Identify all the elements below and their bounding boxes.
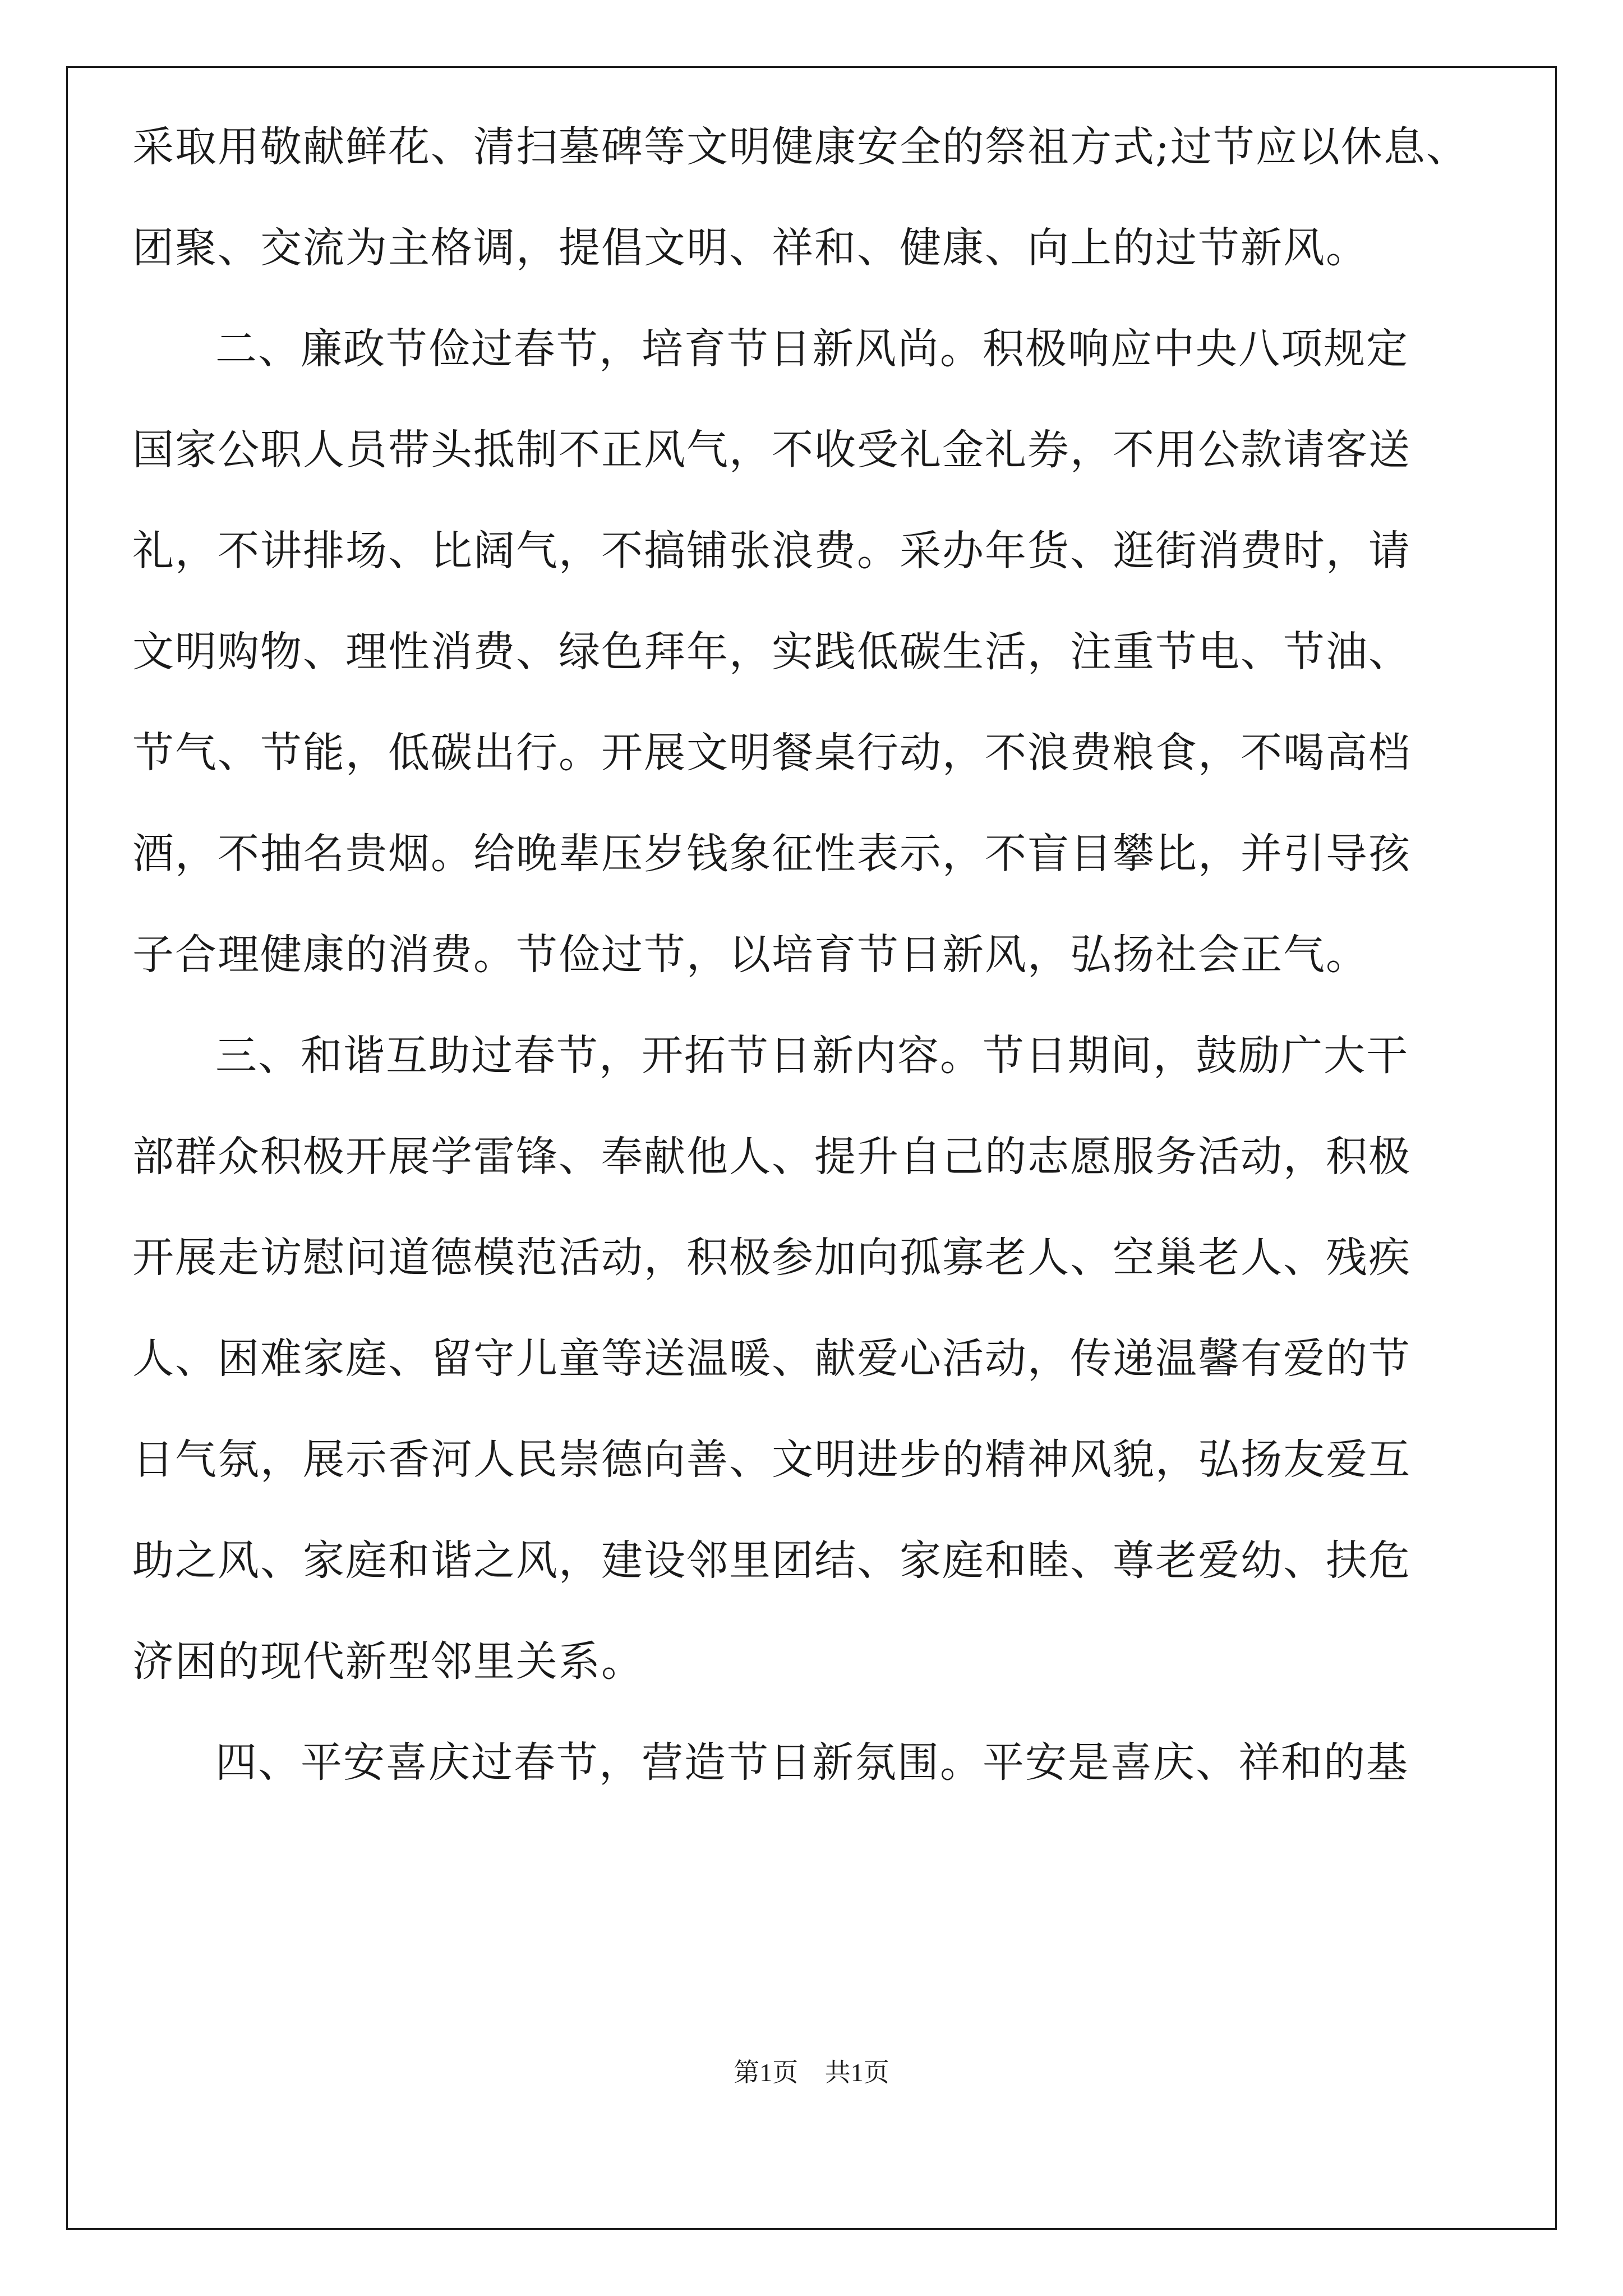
text-line: 二、廉政节俭过春节，培育节日新风尚。积极响应中央八项规定 (215, 325, 1409, 373)
text-line: 四、平安喜庆过春节，营造节日新氛围。平安是喜庆、祥和的基 (215, 1738, 1409, 1787)
total-pages: 共1页 (824, 2058, 889, 2087)
text-line: 礼，不讲排场、比阔气，不搞铺张浪费。采办年货、逛街消费时，请 (132, 527, 1411, 575)
text-line: 团聚、交流为主格调，提倡文明、祥和、健康、向上的过节新风。 (132, 224, 1368, 272)
text-line: 采取用敬献鲜花、清扫墓碑等文明健康安全的祭祖方式;过节应以休息、 (132, 123, 1469, 171)
text-line: 文明购物、理性消费、绿色拜年，实践低碳生活，注重节电、节油、 (132, 628, 1411, 676)
text-line: 开展走访慰问道德模范活动，积极参加向孤寡老人、空巢老人、残疾 (132, 1234, 1411, 1282)
text-line: 三、和谐互助过春节，开拓节日新内容。节日期间，鼓励广大干 (215, 1032, 1409, 1080)
text-line: 济困的现代新型邻里关系。 (132, 1637, 644, 1686)
text-line: 酒，不抽名贵烟。给晚辈压岁钱象征性表示，不盲目攀比，并引导孩 (132, 830, 1411, 878)
text-line: 子合理健康的消费。节俭过节，以培育节日新风，弘扬社会正气。 (132, 931, 1368, 979)
text-line: 节气、节能，低碳出行。开展文明餐桌行动，不浪费粮食，不喝高档 (132, 729, 1411, 777)
text-line: 人、困难家庭、留守儿童等送温暖、献爱心活动，传递温馨有爱的节 (132, 1335, 1411, 1383)
document-body (132, 96, 1469, 1813)
text-line: 部群众积极开展学雷锋、奉献他人、提升自己的志愿服务活动，积极 (132, 1133, 1411, 1181)
page-number: 第1页 (734, 2058, 799, 2087)
text-line: 国家公职人员带头抵制不正风气，不收受礼金礼券，不用公款请客送 (132, 426, 1411, 474)
text-line: 助之风、家庭和谐之风，建设邻里团结、家庭和睦、尊老爱幼、扶危 (132, 1536, 1411, 1585)
text-line: 日气氛，展示香河人民崇德向善、文明进步的精神风貌，弘扬友爱互 (132, 1435, 1411, 1484)
page-footer (0, 2056, 1623, 2090)
